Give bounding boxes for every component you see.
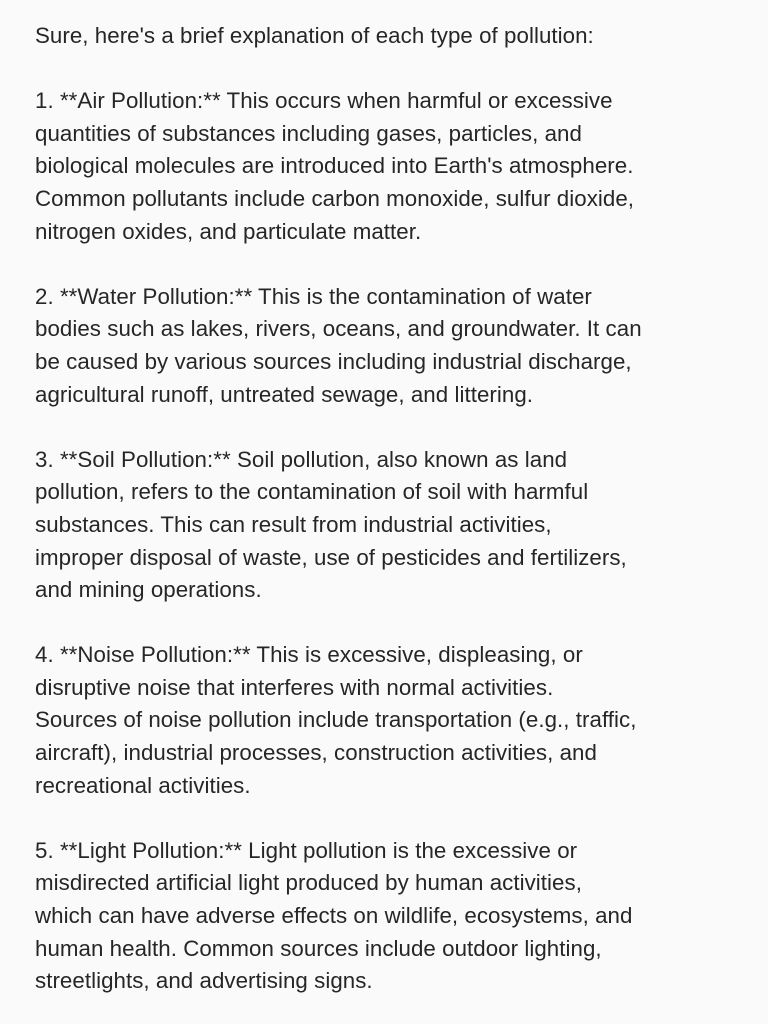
section-line: 4. **Noise Pollution:** This is excessive, displeasing, or bbox=[35, 642, 583, 668]
section-line: bodies such as lakes, rivers, oceans, and groundwater. It can bbox=[35, 316, 642, 342]
paragraph-gap bbox=[35, 53, 735, 86]
section-line: recreational activities. bbox=[35, 772, 251, 798]
section-line: 3. **Soil Pollution:** Soil pollution, also known as land bbox=[35, 446, 568, 472]
section-line: misdirected artificial light produced by human activities, bbox=[35, 870, 582, 896]
section-line: and mining operations. bbox=[35, 577, 262, 603]
section-line: nitrogen oxides, and particulate matter. bbox=[35, 218, 422, 244]
section-line: disruptive noise that interferes with normal activities. bbox=[35, 674, 554, 700]
section-line: 5. **Light Pollution:** Light pollution is the excessive or bbox=[35, 837, 578, 863]
section-soil-pollution bbox=[35, 444, 735, 607]
section-line: quantities of substances including gases, particles, and bbox=[35, 120, 582, 146]
section-line: substances. This can result from industrial activities, bbox=[35, 511, 552, 537]
section-light-pollution bbox=[35, 835, 735, 998]
paragraph-gap bbox=[35, 802, 735, 835]
paragraph-gap bbox=[35, 411, 735, 444]
section-noise-pollution bbox=[35, 639, 735, 802]
section-line: be caused by various sources including industrial discharge, bbox=[35, 348, 632, 374]
section-water-pollution bbox=[35, 281, 735, 411]
section-air-pollution bbox=[35, 85, 735, 248]
paragraph-gap bbox=[35, 248, 735, 281]
intro-text: Sure, here's a brief explanation of each type of pollution: bbox=[35, 23, 594, 48]
section-line: pollution, refers to the contamination of soil with harmful bbox=[35, 479, 589, 505]
paragraph-gap bbox=[35, 607, 735, 640]
section-line: Common pollutants include carbon monoxide, sulfur dioxide, bbox=[35, 185, 635, 211]
document-body bbox=[35, 20, 735, 998]
section-line: 1. **Air Pollution:** This occurs when harmful or excessive bbox=[35, 88, 613, 114]
section-line: improper disposal of waste, use of pesticides and fertilizers, bbox=[35, 544, 627, 570]
section-line: which can have adverse effects on wildlife, ecosystems, and bbox=[35, 903, 633, 929]
section-line: 2. **Water Pollution:** This is the contamination of water bbox=[35, 283, 592, 309]
section-line: aircraft), industrial processes, construction activities, and bbox=[35, 740, 597, 766]
section-line: human health. Common sources include outdoor lighting, bbox=[35, 935, 602, 961]
section-line: agricultural runoff, untreated sewage, and littering. bbox=[35, 381, 534, 407]
section-line: biological molecules are introduced into Earth's atmosphere. bbox=[35, 153, 634, 179]
section-line: Sources of noise pollution include transportation (e.g., traffic, bbox=[35, 707, 637, 733]
section-line: streetlights, and advertising signs. bbox=[35, 968, 373, 994]
